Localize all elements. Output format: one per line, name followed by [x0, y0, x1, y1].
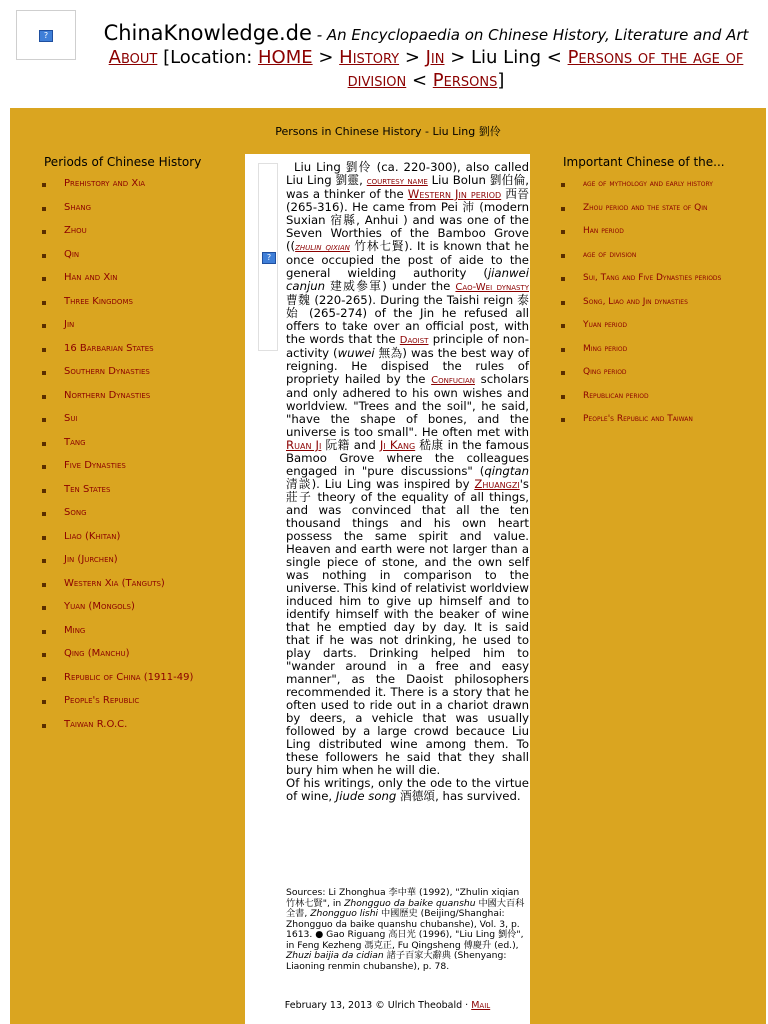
- square-bullet-icon: [561, 348, 565, 352]
- right-nav-link[interactable]: age of mythology and early history: [583, 179, 713, 189]
- left-nav-link[interactable]: Jin (Jurchen): [64, 554, 118, 565]
- breadcrumb-close: ]: [497, 70, 505, 91]
- left-nav-item[interactable]: [40, 319, 240, 331]
- right-nav-link[interactable]: Republican period: [583, 390, 649, 401]
- left-nav-link[interactable]: Southern Dynasties: [64, 366, 150, 377]
- right-nav-link[interactable]: Ming period: [583, 343, 628, 354]
- left-nav-link[interactable]: Yuan (Mongols): [64, 601, 135, 612]
- text-run: 嵇康 in the famous Bamoo Grove where the colleagues engaged in "pure discussions" (: [286, 438, 529, 478]
- right-nav-link[interactable]: Han period: [583, 226, 624, 236]
- left-nav-link[interactable]: Taiwan R.O.C.: [64, 718, 128, 730]
- left-nav-item[interactable]: [40, 225, 240, 237]
- square-bullet-icon: [42, 254, 46, 258]
- left-nav-item[interactable]: [40, 601, 240, 613]
- left-nav-link[interactable]: Song: [64, 507, 87, 518]
- breadcrumb-separator: >: [312, 47, 340, 68]
- right-nav-link[interactable]: Yuan period: [583, 320, 628, 330]
- left-nav-item[interactable]: [40, 272, 240, 284]
- left-nav-link[interactable]: Three Kingdoms: [64, 295, 133, 307]
- location-label: [Location:: [157, 47, 259, 68]
- square-bullet-icon: [42, 183, 46, 187]
- text-run: 竹林七賢). It is known that he once occupied the post of aide to the general wielding authority (: [286, 239, 529, 280]
- right-nav-link[interactable]: Sui, Tang and Five Dynasties periods: [583, 273, 722, 283]
- article-content: [245, 154, 530, 1024]
- site-logo[interactable]: [16, 10, 76, 60]
- right-nav-item[interactable]: [559, 390, 759, 402]
- right-nav-link[interactable]: Zhou period and the state of Qin: [583, 202, 708, 213]
- left-nav-link[interactable]: Qin: [64, 248, 80, 260]
- left-nav-link[interactable]: Jin: [64, 319, 75, 330]
- left-nav-item[interactable]: [40, 648, 240, 660]
- left-nav-link[interactable]: Ming: [64, 624, 86, 636]
- breadcrumb-current: > Liu Ling <: [444, 47, 568, 68]
- right-nav-item[interactable]: [559, 366, 759, 378]
- breadcrumb-separator: <: [406, 70, 433, 91]
- square-bullet-icon: [42, 324, 46, 328]
- breadcrumb-persons-link[interactable]: Persons: [432, 70, 498, 91]
- text-run: scholars and only adhered to his own wishes and worldview. "Trees and the soil", he said, "have the shape of bones, and the universe is too small". He often met with: [286, 372, 530, 439]
- left-nav-link[interactable]: Qing (Manchu): [64, 648, 130, 659]
- square-bullet-icon: [42, 395, 46, 399]
- breadcrumb-history-link[interactable]: History: [339, 47, 400, 68]
- left-nav-link[interactable]: Northern Dynasties: [64, 389, 151, 401]
- breadcrumb: [84, 46, 768, 92]
- square-bullet-icon: [561, 418, 565, 422]
- square-bullet-icon: [42, 230, 46, 234]
- left-nav-item[interactable]: [40, 413, 240, 425]
- left-nav-item[interactable]: [40, 437, 240, 449]
- square-bullet-icon: [561, 183, 565, 187]
- left-nav-item[interactable]: [40, 460, 240, 472]
- right-nav-link[interactable]: Qing period: [583, 367, 627, 377]
- article-paragraph: [286, 161, 529, 777]
- right-sidebar-title: Important Chinese of the...: [563, 155, 725, 169]
- right-nav-item[interactable]: [559, 343, 759, 355]
- right-nav-link[interactable]: Song, Liao and Jin dynasties: [583, 296, 688, 307]
- italic-term: Zhongguo lishi: [310, 908, 379, 919]
- square-bullet-icon: [561, 371, 565, 375]
- zhuangzi-link[interactable]: Zhuangzi: [474, 477, 520, 491]
- left-nav-item[interactable]: [40, 178, 240, 190]
- left-nav-item[interactable]: [40, 625, 240, 637]
- right-nav-item[interactable]: [559, 178, 759, 190]
- left-nav-item[interactable]: [40, 672, 240, 684]
- left-nav-link[interactable]: Western Xia (Tanguts): [64, 577, 165, 589]
- page-title: Persons in Chinese History - Liu Ling 劉伶: [275, 125, 501, 138]
- breadcrumb-jin-link[interactable]: Jin: [425, 47, 445, 68]
- left-nav-link[interactable]: Sui: [64, 413, 78, 424]
- left-nav-item[interactable]: [40, 390, 240, 402]
- text-run: 's 莊子 theory of the equality of all things, and was convinced that all the ten thousand things and his own heart possess the same spirit and value. Heaven and earth were not larger than a single piece of stone, and the own self was nothing in comparison to the universe. This kind of relativist worldview induced him to give up himself and to identify himself with the beaker of wine that he emptied day by day. It is said that if he was not drinking, he used to play darts. Drinking helped him to "wander around in a free and easy manner", as the Daoist philosophers recommended it. There is a story that he often used to ride out in a chariot drawn by deers, a vehicle that was usually followed by a large crowd becauce Liu Ling distributed wine among them. To these followers he said that they shall bury him when he will die.: [286, 477, 529, 777]
- mail-link[interactable]: Mail: [471, 1000, 491, 1011]
- left-nav-item[interactable]: [40, 202, 240, 214]
- left-nav-item[interactable]: [40, 531, 240, 543]
- left-nav-link[interactable]: Prehistory and Xia: [64, 178, 146, 189]
- right-nav-item[interactable]: [559, 225, 759, 237]
- left-nav-link[interactable]: Ten States: [64, 483, 111, 495]
- text-run: 酒德頌, has survived.: [396, 789, 521, 803]
- site-tagline: - An Encyclopaedia on Chinese History, Literature and Art: [311, 26, 749, 44]
- left-nav-list: [40, 178, 240, 731]
- sources: [286, 888, 529, 972]
- portrait-image: [258, 163, 278, 351]
- square-bullet-icon: [42, 301, 46, 305]
- square-bullet-icon: [42, 512, 46, 516]
- left-nav-item[interactable]: [40, 554, 240, 566]
- text-run: 無為) was the best way of reigning. He dispised the rules of propriety hailed by the: [286, 346, 529, 386]
- broken-image-icon: ?: [262, 252, 276, 264]
- left-nav-item[interactable]: [40, 366, 240, 378]
- left-nav-link[interactable]: Five Dynasties: [64, 460, 126, 471]
- left-nav-link[interactable]: 16 Barbarian States: [64, 342, 154, 354]
- italic-term: Jiude song: [335, 789, 397, 803]
- left-nav-link[interactable]: People's Republic: [64, 695, 140, 706]
- text-run: 西晉 (265-316). He came from Pei 沛 (modern Suxian 宿縣, Anhui ) and was one of the Seven Worthies of the Bamboo Grove ((: [286, 187, 529, 253]
- left-nav-item[interactable]: [40, 719, 240, 731]
- breadcrumb-separator: >: [399, 47, 426, 68]
- square-bullet-icon: [42, 559, 46, 563]
- square-bullet-icon: [42, 653, 46, 657]
- square-bullet-icon: [561, 301, 565, 305]
- text-run: Liu Ling 劉伶 (ca. 220-300), also called Liu Ling 劉靈,: [286, 160, 529, 187]
- square-bullet-icon: [42, 724, 46, 728]
- right-nav-item[interactable]: [559, 272, 759, 284]
- text-run: principle of non-activity (: [286, 332, 529, 360]
- left-nav-link[interactable]: Shang: [64, 201, 92, 213]
- square-bullet-icon: [561, 277, 565, 281]
- left-nav-link[interactable]: Han and Xin: [64, 272, 118, 283]
- square-bullet-icon: [42, 207, 46, 211]
- right-nav-list: [559, 178, 759, 425]
- square-bullet-icon: [42, 536, 46, 540]
- left-nav-item[interactable]: [40, 343, 240, 355]
- square-bullet-icon: [561, 395, 565, 399]
- square-bullet-icon: [561, 230, 565, 234]
- square-bullet-icon: [42, 418, 46, 422]
- left-nav-link[interactable]: Zhou: [64, 225, 87, 236]
- italic-term: qingtan: [484, 464, 529, 478]
- right-nav-link[interactable]: age of division: [583, 249, 637, 260]
- italic-term: jianwei canjun: [286, 266, 529, 293]
- left-nav-item[interactable]: [40, 296, 240, 308]
- text-run: 諸子百家大辭典 (Shenyang: Liaoning renmin chubanshe), p. 78.: [286, 950, 507, 972]
- page-footer: [245, 1000, 530, 1011]
- square-bullet-icon: [42, 348, 46, 352]
- left-nav-item[interactable]: [40, 695, 240, 707]
- right-nav-item[interactable]: [559, 319, 759, 331]
- ji-kang-link[interactable]: Ji Kang: [379, 438, 416, 452]
- right-sidebar: [559, 155, 759, 437]
- zhulin-qixian-link[interactable]: zhulin qixian: [295, 242, 350, 253]
- left-nav-link[interactable]: Liao (Khitan): [64, 530, 121, 542]
- text-run: 曹魏 (220-265). During the Taishi reign 泰始 (265-274) of the Jin he refused all offers to take over an official post, with the words that the: [286, 293, 529, 346]
- left-nav-item[interactable]: [40, 507, 240, 519]
- right-nav-item[interactable]: [559, 249, 759, 261]
- right-nav-item[interactable]: [559, 413, 759, 425]
- cao-wei-link[interactable]: Cao-Wei dynasty: [455, 282, 529, 293]
- breadcrumb-home-link[interactable]: HOME: [258, 47, 313, 68]
- square-bullet-icon: [42, 442, 46, 446]
- square-bullet-icon: [42, 606, 46, 610]
- ruan-ji-link[interactable]: Ruan Ji: [286, 438, 322, 452]
- article-text: [286, 161, 529, 803]
- left-nav-item[interactable]: [40, 578, 240, 590]
- footer-text: February 13, 2013 © Ulrich Theobald ·: [284, 1000, 472, 1011]
- square-bullet-icon: [42, 489, 46, 493]
- courtesy-name-link[interactable]: courtesy name: [366, 176, 428, 187]
- text-run: 中國歷史 (Beijing/Shanghai: Zhongguo da baike quanshu chubanshe), Vol. 3, p. 1613. ● Gao Riguang 高日光 (1996), "Liu Ling 劉伶", in Feng Kezheng 馮克正, Fu Qingsheng 傅慶升 (ed.),: [286, 908, 524, 951]
- square-bullet-icon: [42, 630, 46, 634]
- square-bullet-icon: [561, 254, 565, 258]
- square-bullet-icon: [42, 371, 46, 375]
- text-run: Of his writings, only the ode to the virtue of wine,: [286, 776, 529, 803]
- site-name: ChinaKnowledge.de: [103, 21, 312, 45]
- text-run: 中國大百科全書,: [286, 897, 525, 919]
- text-run: Sources: Li Zhonghua 李中華 (1992), "Zhulin xiqian 竹林七賢", in: [286, 887, 520, 909]
- western-jin-link[interactable]: Western Jin period: [407, 187, 502, 201]
- main-panel: [10, 108, 766, 1024]
- square-bullet-icon: [561, 324, 565, 328]
- left-sidebar: [40, 155, 240, 742]
- confucian-link[interactable]: Confucian: [431, 375, 475, 386]
- left-nav-item[interactable]: [40, 484, 240, 496]
- left-nav-item[interactable]: [40, 249, 240, 261]
- right-nav-item[interactable]: [559, 296, 759, 308]
- article-paragraph: [286, 777, 529, 803]
- square-bullet-icon: [42, 465, 46, 469]
- left-nav-link[interactable]: Republic of China (1911-49): [64, 671, 194, 683]
- square-bullet-icon: [42, 677, 46, 681]
- text-run: 清談). Liu Ling was inspired by: [286, 477, 475, 491]
- italic-term: wuwei: [337, 346, 375, 360]
- square-bullet-icon: [42, 277, 46, 281]
- text-run: Liu Bolun 劉伯倫, was a thinker of the: [286, 173, 529, 201]
- right-nav-item[interactable]: [559, 202, 759, 214]
- about-link[interactable]: About: [108, 47, 158, 68]
- left-nav-link[interactable]: Tang: [64, 436, 86, 448]
- text-run: 建威參軍) under the: [325, 279, 456, 293]
- square-bullet-icon: [42, 583, 46, 587]
- square-bullet-icon: [42, 700, 46, 704]
- text-run: 阮籍 and: [321, 438, 380, 452]
- broken-image-icon: ?: [39, 30, 53, 42]
- daoist-link[interactable]: Daoist: [399, 335, 429, 346]
- italic-term: Zhuzi baijia da cidian: [286, 950, 384, 961]
- breadcrumb-persons-age-link[interactable]: Persons of the age of division: [347, 47, 744, 91]
- square-bullet-icon: [561, 207, 565, 211]
- left-sidebar-title: Periods of Chinese History: [44, 155, 202, 169]
- right-nav-link[interactable]: People's Republic and Taiwan: [583, 414, 693, 424]
- site-title-line: [84, 20, 768, 48]
- italic-term: Zhongguo da baike quanshu: [344, 897, 476, 909]
